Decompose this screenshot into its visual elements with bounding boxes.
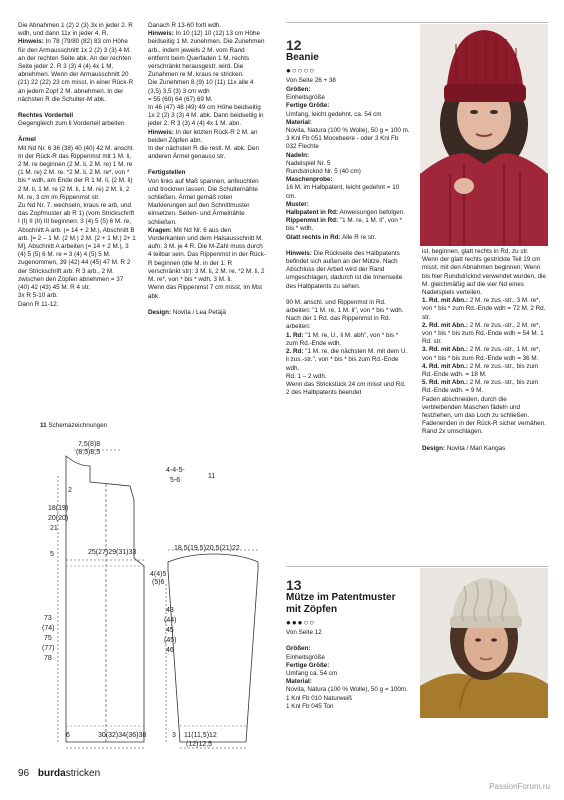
dim-label: (5)6 bbox=[152, 579, 165, 586]
dim-label: 45 bbox=[166, 627, 174, 634]
dim-label: 11 bbox=[208, 473, 216, 480]
hinweis-label: Hinweis: bbox=[18, 38, 44, 46]
dim-label: 7,5(8)8 bbox=[78, 441, 101, 448]
pattern-title: Mütze im Patentmuster mit Zöpfen bbox=[286, 592, 396, 615]
dim-label: 5-6 bbox=[170, 477, 181, 484]
dim-label: 4(4)5 bbox=[150, 571, 167, 578]
caption-number: 11 bbox=[40, 422, 47, 429]
dim-label: 30(32)34(36)38 bbox=[98, 732, 147, 739]
design-credit: Design: Novita / Lea Petäjä bbox=[148, 308, 227, 316]
dim-label: 75 bbox=[44, 635, 52, 642]
divider bbox=[286, 22, 548, 23]
hinweis-paragraph bbox=[18, 38, 136, 104]
section-heading: Fertigstellen bbox=[148, 169, 186, 177]
text-paragraph: Von links auf Maß spannen, anfeuchten und trocknen lassen. Die Schulternähte schließen. Ärmel gemäß roten Markierungen auf den Schnittmuster einsetzen. Seiten- und Ärmelnähte schließen. bbox=[148, 177, 259, 226]
pattern-12-column: Größen: Einheitsgröße Fertige Größe: Umfang, leicht gedehnt, ca. 54 cm Material: Novita, Natura (100 % Wolle), 50 g = 100 m. 3 Knl Fb 051 Mocebeere - oder 3 Knl Fb 032 Flechte Nadeln: Nadelspiel Nr. 5 Rundstricknd Nr. 5 (40 cm) Maschenprobe: 16 M. im Halbpatent, leicht gedehnt = 10 cm. Muster: Halbpatent in Rd: Anweisungen befolgen. Rippenmst in Rd: "1 M. re, 1 M. li", von * bis * wdh. Glatt rechts in Rd: Alle R re str. Hinweis: Die Rückseite des Halbpatents befindet sich außen an der Mütze. Nach Abschluss der Arbeit wird der Rand umgeschlagen, dadurch ist die Innenseite des Halbpatents zu sehen. 90 M. anschl. und Rippenmst in Rd. arbeiten: "1 M. re, 1 M. li", von * bis * wdh. Nach der 1 Rd. das Rippenmst in Rd. arbeiten: 1. Rd: "1 M. re, U., li M. abh", von * bis * zum Rd.-Ende wdh. 2. Rd: "1 M. re, die nächsten M. mit dem U. li zus.-str.", von * bis * bis zum Rd.-Ende wdh. Rd. 1 – 2 wdh. Wenn das Strickstück 24 cm misst und Rd. 2 des Halbpatents beendet bbox=[286, 86, 410, 397]
groessen-value: Einheitsgröße bbox=[286, 94, 325, 102]
dim-label: 3 bbox=[172, 732, 176, 739]
dim-label: (77) bbox=[42, 645, 55, 652]
pattern-number: 12 bbox=[286, 37, 302, 53]
dim-label: (45) bbox=[164, 637, 177, 644]
dim-label: (74) bbox=[42, 625, 55, 632]
dim-label: 2 bbox=[68, 487, 72, 494]
dim-label: (8,5)8,5 bbox=[76, 449, 101, 456]
brand-suffix: stricken bbox=[65, 768, 101, 779]
difficulty-rating: ●○○○○ bbox=[286, 66, 316, 75]
schematic-caption bbox=[40, 422, 240, 430]
body-schematic bbox=[58, 450, 147, 748]
hinweis-paragraph: Hinweis: In der letzten Rück-R 2 M. an beiden Zöpfen abn. In der nächsten R die restl. M. abk. Den anderen Ärmel genauso str. bbox=[148, 128, 259, 161]
dim-label: 4-4-5- bbox=[166, 467, 185, 474]
hinweis-text: In 78 (79/80 (82) 83 cm Höhe für den Armausschnitt 1x 2 (2) 3 (3) 4 M. an der rechten Seite abk. An der rechten Seite jeder 2. R 3 (3) 4 (4) 4x 1 M. abnehmen. Wenn der Armausschnitt 20 (21) 22 (22) 23 cm misst, in einer Rück-R an jedem Zopf 2 M. abnehmen. In der nächsten R die Schulter-M abk. bbox=[18, 38, 134, 103]
section-heading: Ärmel bbox=[18, 136, 36, 144]
sleeve-schematic bbox=[166, 550, 258, 748]
hinweis-paragraph: Hinweis: In 10 (12) 10 (12) 13 cm Höhe beidseitig 1 M. zunehmen. Die Zunehmen arb., indem jeweils 2 M. vom Rand entfernt beim Querfaden 1 M. rechts verschränkt herausgestr. wird. Die Zunahmen re M. kraus re stricken. Die Zunehmen 8 (9) 10 (11) 11x alle 4 (3,5) 3,5 (3) 3 cm wdh = 55 (60) 64 (67) 69 M. In 46 (47) 48 (49) 49 cm Höhe beidseitig 1x 2 (2) 3 (3) 4 M. abk. Dann beidseitig in jeder 2. R 3 (3) 4 (4) 4x 1 M. abn. bbox=[148, 30, 265, 128]
divider bbox=[286, 566, 548, 567]
groessen-label: Größen: bbox=[286, 86, 311, 93]
pattern-title: Beanie bbox=[286, 52, 319, 63]
footer bbox=[18, 768, 100, 779]
beanie-photo-illustration bbox=[420, 24, 548, 246]
dim-label: 73 bbox=[44, 615, 52, 622]
dim-label: 18,5(19,5)20,5(21)22 bbox=[174, 545, 240, 552]
dim-label: (12)12,5 bbox=[186, 741, 213, 748]
dim-label: 21 bbox=[50, 525, 58, 532]
text-paragraph: Danach R 13-60 fortl wdh. bbox=[148, 22, 222, 29]
dim-label: 46 bbox=[166, 647, 174, 654]
pattern-12-header bbox=[286, 38, 410, 85]
dim-label: 6 bbox=[66, 732, 70, 739]
text-paragraph: Gegengleich zum li Vorderteil arbeiten. bbox=[18, 120, 127, 128]
beanie-photo bbox=[420, 24, 548, 246]
dim-label: 78 bbox=[44, 655, 52, 662]
dim-label: (44) bbox=[164, 617, 177, 624]
from-page: Von Seite 26 + 38 bbox=[286, 77, 336, 85]
kragen-paragraph: Kragen: Mit Nd Nr. 6 aus den Vorderkanten und dem Halsausschnitt M. aufn: 3 M. je 4 R. Die M-Zahl muss durch 4 teilbar sein. Das Rippenmst in der Rück-R beginnen (die M. in der 1. R verschränkt str): 3 M. li, 2 M. re, *2 M. li, 2 M. re*, von * bis * wdh, 3 M. li. Wenn das Rippenmst 7 cm misst, im Mst abk. bbox=[148, 226, 266, 300]
brand-name: burda bbox=[37, 768, 66, 779]
from-page: Von Seite 12 bbox=[286, 629, 322, 637]
caption-text: Schemazeichnungen bbox=[48, 422, 108, 429]
section-heading: Rechtes Vorderteil bbox=[18, 112, 74, 120]
dim-label: 25(27)29(31)33 bbox=[88, 549, 137, 556]
dim-label: 43 bbox=[166, 607, 174, 614]
watermark: PassionForum.ru bbox=[489, 782, 550, 791]
pattern-number: 13 bbox=[286, 577, 302, 593]
design-credit: Design: Novita / Mari Kangas bbox=[422, 444, 506, 452]
cable-hat-photo-illustration bbox=[420, 568, 548, 718]
difficulty-rating: ●●●○○ bbox=[286, 618, 316, 627]
instructions-column-2 bbox=[148, 22, 266, 317]
page-number: 96 bbox=[18, 768, 30, 779]
instructions-column-1 bbox=[18, 22, 136, 309]
dim-label: 11(11,5)12 bbox=[184, 732, 217, 739]
dim-label: 5 bbox=[50, 551, 54, 558]
text-paragraph: Die Abnahmen 1 (2) 2 (3) 3x in jeder 2. R wdh, und dann 11x in jeder 4. R. bbox=[18, 22, 133, 38]
dim-label: 20(20) bbox=[48, 515, 69, 522]
text-paragraph: Mit Nd Nr. 6 36 (38) 40 (40) 42 M. anschl. In der Rück-R das Rippenmst mit 1 M. li, 2 M. re beginnen (2 M. li, 2 M. re) 1 M. re (1 M. re) 2 M. re. *2 M. li, 2 M. re*, von * bis * wdh, am Ende der R 1 M. li, (2 M. li) 2 M. li, 1 M. re (2 M. li, 1 M. re) 2 M. li, 2 M. re, 3 cm im Rippenmst str. Zu Nd Nr. 7. wechseln, kraus re arb, und das Zopfmuster ab R 1) (vom Strickschrift I (I) II (II) III beginnen: 3 (4) 5 (5) 6 M. re, Abschnitt A arb. (= 14 + 2 M.), Abschnitt B arb. [= 2 – 1 M. (2 M.) 2 M. (2 + 1 M.) 2+ 1 M], Abschnitt A arbeiten (= 14 + 2 M.), 3 (4) 5 (5) 6 M. re = 3 (4) 4 (5) 5 M. zugenommen, 39 (42) 44 (45) 47 M. R 2 der Strickschrift arb. R 3 arb., 2 M. zwischen den Zöpfen abnehmen = 37 (40) 42 (43) 45 M. R 4 str. 3x R 5-10 arb. Dann R 11-12. bbox=[18, 144, 136, 308]
dim-label: 18(19) bbox=[48, 505, 69, 512]
pattern-12-column-continued: ist, beginnen, glatt rechts in Rd. zu str. Wenn der glatt rechts gestrickte Teil 19 cm misst, mit den Abnahmen beginnen: Wenn bis hier Rundstricknd verwendet wurden, die M. gleichmäßig auf die vier Nd eines Nadelspiels verteilen. 1. Rd. mit Abn.: 2 M. re zus.-str., 3 M. re*, von * bis * zum Rd.-Ende wdh = 72 M. 2 Rd. str. 2. Rd. mit Abn.: 2 M. re zus.-str., 2 M. re*, von * bis * bis zum Rd.-Ende wdh = 54 M. 1 Rd. str. 3. Rd. mit Abn.: 2 M. re zus.-str., 1 M. re*, von * bis * bis zum Rd.-Ende wdh = 36 M. 4. Rd. mit Abn.: 2 M. re zus.-str., bis zum Rd.-Ende wdh. = 18 M. 5. Rd. mit Abn.: 2 M. re zus.-str., bis zum Rd.-Ende wdh. = 9 M. Faden abschneiden, durch die verbleibenden Maschen fädeln und festziehen, um das Loch zu schließen. Fadenenden in der Rück-R sicher vernähen. Rand 2x umschlagen. Design: Novita / Mari Kangas bbox=[422, 248, 546, 452]
cable-hat-photo bbox=[420, 568, 548, 718]
schematic-drawings bbox=[18, 430, 268, 750]
pattern-13-column: 13 Mütze im Patentmuster mit Zöpfen ●●●○○ Von Seite 12 Größen: Einheitsgröße Fertige Größe: Umfang ca. 54 cm Material: Novita, Natura (100 % Wolle), 50 g = 100m. 1 Knl Fb 010 Naturweiß 1 Knl Fb 045 Ton bbox=[286, 578, 410, 711]
